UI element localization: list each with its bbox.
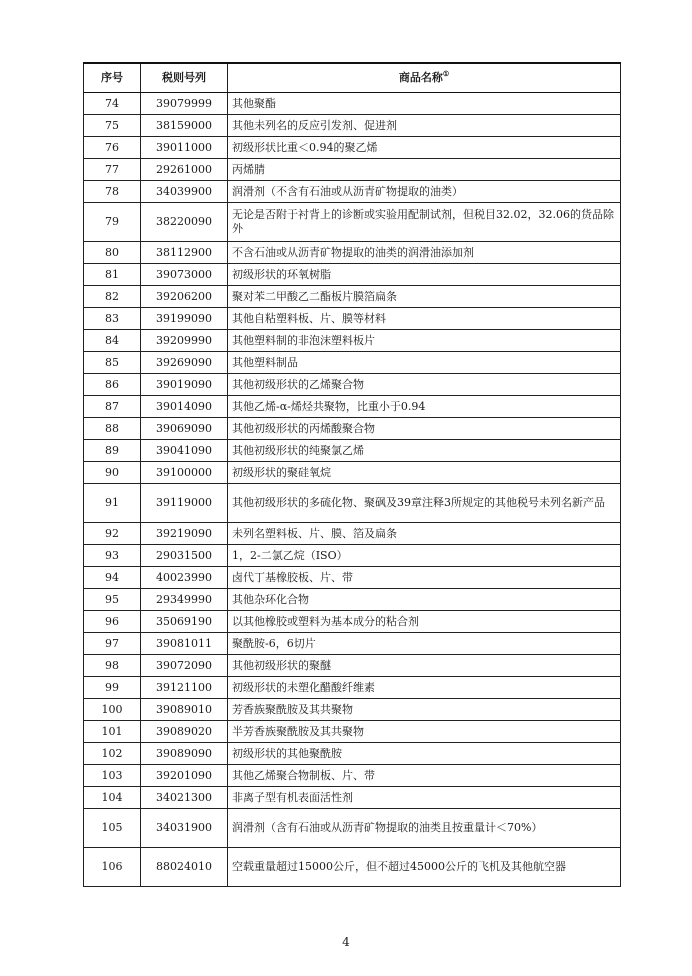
table-row	[84, 545, 621, 567]
row-name: 聚酰胺-6，6切片	[228, 633, 621, 655]
row-name: 初级形状的未塑化醋酸纤维素	[228, 677, 621, 699]
row-code: 34021300	[141, 787, 228, 809]
row-seq: 96	[84, 611, 141, 633]
row-seq: 94	[84, 567, 141, 589]
row-code: 40023990	[141, 567, 228, 589]
row-code: 39081011	[141, 633, 228, 655]
table-row	[84, 440, 621, 462]
row-name: 聚对苯二甲酸乙二酯板片膜箔扁条	[228, 286, 621, 308]
row-seq: 83	[84, 308, 141, 330]
table-row	[84, 589, 621, 611]
table-header-row	[84, 63, 621, 93]
row-seq: 106	[84, 848, 141, 887]
row-seq: 102	[84, 743, 141, 765]
row-seq: 78	[84, 181, 141, 203]
header-code: 税则号列	[141, 63, 228, 93]
table-row	[84, 462, 621, 484]
row-name: 半芳香族聚酰胺及其共聚物	[228, 721, 621, 743]
row-code: 39079999	[141, 93, 228, 115]
table-row	[84, 787, 621, 809]
row-code: 39100000	[141, 462, 228, 484]
row-seq: 104	[84, 787, 141, 809]
row-seq: 87	[84, 396, 141, 418]
row-code: 38220090	[141, 203, 228, 242]
row-code: 39073000	[141, 264, 228, 286]
row-name: 其他初级形状的丙烯酸聚合物	[228, 418, 621, 440]
row-seq: 89	[84, 440, 141, 462]
row-code: 38159000	[141, 115, 228, 137]
row-code: 29261000	[141, 159, 228, 181]
row-seq: 105	[84, 809, 141, 848]
table-row	[84, 203, 621, 242]
row-code: 39199090	[141, 308, 228, 330]
row-name: 初级形状的聚硅氧烷	[228, 462, 621, 484]
row-seq: 79	[84, 203, 141, 242]
page-number: 4	[342, 935, 350, 949]
row-code: 39069090	[141, 418, 228, 440]
row-name: 其他乙烯聚合物制板、片、带	[228, 765, 621, 787]
table-row	[84, 181, 621, 203]
table-row	[84, 611, 621, 633]
table-row	[84, 396, 621, 418]
table-row	[84, 159, 621, 181]
row-seq: 86	[84, 374, 141, 396]
table-row	[84, 743, 621, 765]
row-name: 以其他橡胶或塑料为基本成分的粘合剂	[228, 611, 621, 633]
header-name	[228, 63, 621, 93]
row-name: 润滑剂（不含有石油或从沥青矿物提取的油类）	[228, 181, 621, 203]
table-row	[84, 765, 621, 787]
row-code: 39011000	[141, 137, 228, 159]
table-row	[84, 484, 621, 523]
table-row	[84, 374, 621, 396]
table-row	[84, 308, 621, 330]
table-row	[84, 286, 621, 308]
table-row	[84, 677, 621, 699]
row-name: 其他初级形状的聚醚	[228, 655, 621, 677]
row-code: 39121100	[141, 677, 228, 699]
row-seq: 100	[84, 699, 141, 721]
table-row	[84, 418, 621, 440]
row-code: 39089010	[141, 699, 228, 721]
row-code: 34031900	[141, 809, 228, 848]
row-code: 39201090	[141, 765, 228, 787]
row-seq: 76	[84, 137, 141, 159]
row-code: 34039900	[141, 181, 228, 203]
table-row	[84, 567, 621, 589]
row-seq: 95	[84, 589, 141, 611]
row-code: 39269090	[141, 352, 228, 374]
header-seq: 序号	[84, 63, 141, 93]
row-code: 39219090	[141, 523, 228, 545]
table-row	[84, 633, 621, 655]
row-seq: 88	[84, 418, 141, 440]
table-row	[84, 264, 621, 286]
row-seq: 93	[84, 545, 141, 567]
row-seq: 74	[84, 93, 141, 115]
row-name: 非离子型有机表面活性剂	[228, 787, 621, 809]
row-code: 39041090	[141, 440, 228, 462]
row-code: 39209990	[141, 330, 228, 352]
row-code: 88024010	[141, 848, 228, 887]
row-seq: 98	[84, 655, 141, 677]
row-name: 其他自粘塑料板、片、膜等材料	[228, 308, 621, 330]
table-row	[84, 137, 621, 159]
table-row	[84, 330, 621, 352]
row-seq: 81	[84, 264, 141, 286]
table-row	[84, 699, 621, 721]
row-code: 39089090	[141, 743, 228, 765]
row-seq: 85	[84, 352, 141, 374]
row-code: 39019090	[141, 374, 228, 396]
row-name: 空载重量超过15000公斤，但不超过45000公斤的飞机及其他航空器	[228, 848, 621, 887]
row-name: 芳香族聚酰胺及其共聚物	[228, 699, 621, 721]
header-name-label: 商品名称	[398, 71, 443, 84]
row-code: 39206200	[141, 286, 228, 308]
row-name: 其他初级形状的纯聚氯乙烯	[228, 440, 621, 462]
row-seq: 75	[84, 115, 141, 137]
row-name: 初级形状的环氧树脂	[228, 264, 621, 286]
table-row	[84, 242, 621, 264]
row-code: 39089020	[141, 721, 228, 743]
row-name: 其他聚酯	[228, 93, 621, 115]
row-name: 其他初级形状的多硫化物、聚砜及39章注释3所规定的其他税号未列名新产品	[228, 484, 621, 523]
table-row	[84, 115, 621, 137]
row-name: 其他初级形状的乙烯聚合物	[228, 374, 621, 396]
table-row	[84, 655, 621, 677]
row-seq: 90	[84, 462, 141, 484]
row-name: 其他乙烯-α-烯烃共聚物，比重小于0.94	[228, 396, 621, 418]
row-name: 初级形状的其他聚酰胺	[228, 743, 621, 765]
row-code: 35069190	[141, 611, 228, 633]
row-name: 不含石油或从沥青矿物提取的油类的润滑油添加剂	[228, 242, 621, 264]
row-seq: 99	[84, 677, 141, 699]
row-code: 29031500	[141, 545, 228, 567]
row-name: 其他未列名的反应引发剂、促进剂	[228, 115, 621, 137]
row-code: 39119000	[141, 484, 228, 523]
row-name: 卤代丁基橡胶板、片、带	[228, 567, 621, 589]
table-row	[84, 809, 621, 848]
tariff-table	[83, 62, 621, 887]
table-row	[84, 848, 621, 887]
row-code: 38112900	[141, 242, 228, 264]
footnote-marker: ①	[442, 69, 450, 78]
row-name: 丙烯腈	[228, 159, 621, 181]
row-name: 其他塑料制品	[228, 352, 621, 374]
row-seq: 80	[84, 242, 141, 264]
row-name: 润滑剂（含有石油或从沥青矿物提取的油类且按重量计＜70%）	[228, 809, 621, 848]
row-seq: 77	[84, 159, 141, 181]
row-code: 29349990	[141, 589, 228, 611]
table-row	[84, 721, 621, 743]
table-row	[84, 352, 621, 374]
row-code: 39014090	[141, 396, 228, 418]
row-name: 初级形状比重＜0.94的聚乙烯	[228, 137, 621, 159]
row-seq: 84	[84, 330, 141, 352]
row-seq: 97	[84, 633, 141, 655]
row-seq: 101	[84, 721, 141, 743]
row-name: 其他杂环化合物	[228, 589, 621, 611]
row-name: 无论是否附于衬背上的诊断或实验用配制试剂，但税目32.02，32.06的货品除外	[228, 203, 621, 242]
row-code: 39072090	[141, 655, 228, 677]
row-seq: 92	[84, 523, 141, 545]
row-seq: 91	[84, 484, 141, 523]
row-seq: 103	[84, 765, 141, 787]
row-name: 其他塑料制的非泡沫塑料板片	[228, 330, 621, 352]
table-row	[84, 523, 621, 545]
row-name: 1，2-二氯乙烷（ISO）	[228, 545, 621, 567]
row-seq: 82	[84, 286, 141, 308]
table-row	[84, 93, 621, 115]
row-name: 未列名塑料板、片、膜、箔及扁条	[228, 523, 621, 545]
